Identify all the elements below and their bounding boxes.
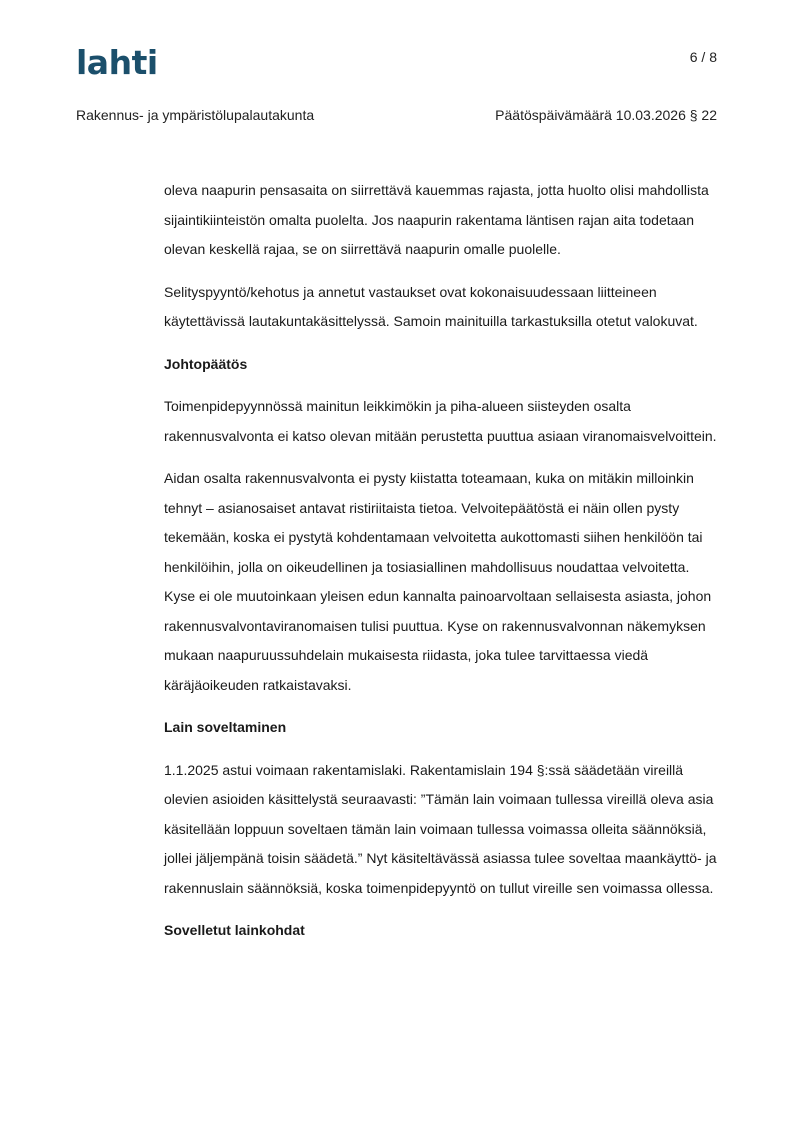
paragraph-fence-decision: Aidan osalta rakennusvalvonta ei pysty kiistatta toteamaan, kuka on mitäkin milloinkin tehnyt – asianosaiset antavat ristiriitaista tietoa. Velvoitepäätöstä ei näin ollen pysty tekemään, koska ei pystytä kohdentamaan velvoitetta aukottomasti siihen henkilöön tai henkilöihin, jolla on oikeudellinen ja tosiasiallinen mahdollisuus noudattaa velvoitetta. Kyse ei ole muutoinkaan yleisen edun kannalta painoarvoltaan sellaisesta asiasta, johon rakennusvalvontaviranomaisen tulisi puuttua. Kyse on rakennusvalvonnan näkemyksen mukaan naapuruussuhdelain mukaisesta riidasta, joka tulee tarvittaessa viedä käräjäoikeuden ratkaistavaksi.	[164, 470, 712, 693]
paragraph-building-act: 1.1.2025 astui voimaan rakentamislaki. Rakentamislain 194 §:ssä säädetään vireillä olevien asioiden käsittelystä seuraavasti: ”Tämän lain voimaan tullessa vireillä oleva asia käsitellään loppuun soveltaen tämän lain voimaan tullessa voimassa olleita säännöksiä, jollei jäljempänä toisin säädetä.” Nyt käsiteltävässä asiassa tulee soveltaa maankäyttö- ja rakennuslain säännöksiä, koska toimenpidepyyntö on tullut vireille sen voimassa ollessa.	[164, 761, 717, 896]
heading-law-application: Lain soveltaminen	[164, 719, 287, 735]
page-number: 6 / 8	[689, 49, 717, 65]
document-body	[164, 176, 724, 959]
decision-date: Päätöspäivämäärä 10.03.2026 § 22	[495, 107, 717, 123]
paragraph-playhouse: Toimenpidepyynnössä mainitun leikkimökin ja piha-alueen siisteyden osalta rakennusvalvonta ei katso olevan mitään perustetta puuttua asiaan viranomaisvelvoittein.	[164, 398, 717, 444]
heading-conclusion: Johtopäätös	[164, 355, 248, 372]
paragraph-fence-relocation: oleva naapurin pensasaita on siirrettävä kauemmas rajasta, jotta huolto olisi mahdollista sijaintikiinteistön omalta puolelta. Jos naapurin rakentama läntisen rajan aita todetaan olevan keskellä rajaa, se on siirrettävä naapurin omalle puolelle.	[164, 182, 709, 257]
lahti-logo: lahti	[76, 43, 158, 82]
heading-applied-provisions: Sovelletut lainkohdat	[164, 922, 305, 938]
committee-name: Rakennus- ja ympäristölupalautakunta	[76, 107, 315, 123]
paragraph-attachments: Selityspyyntö/kehotus ja annetut vastaukset ovat kokonaisuudessaan liitteineen käytettävissä lautakuntakäsittelyssä. Samoin mainituilla tarkastuksilla otetut valokuvat.	[164, 283, 698, 329]
